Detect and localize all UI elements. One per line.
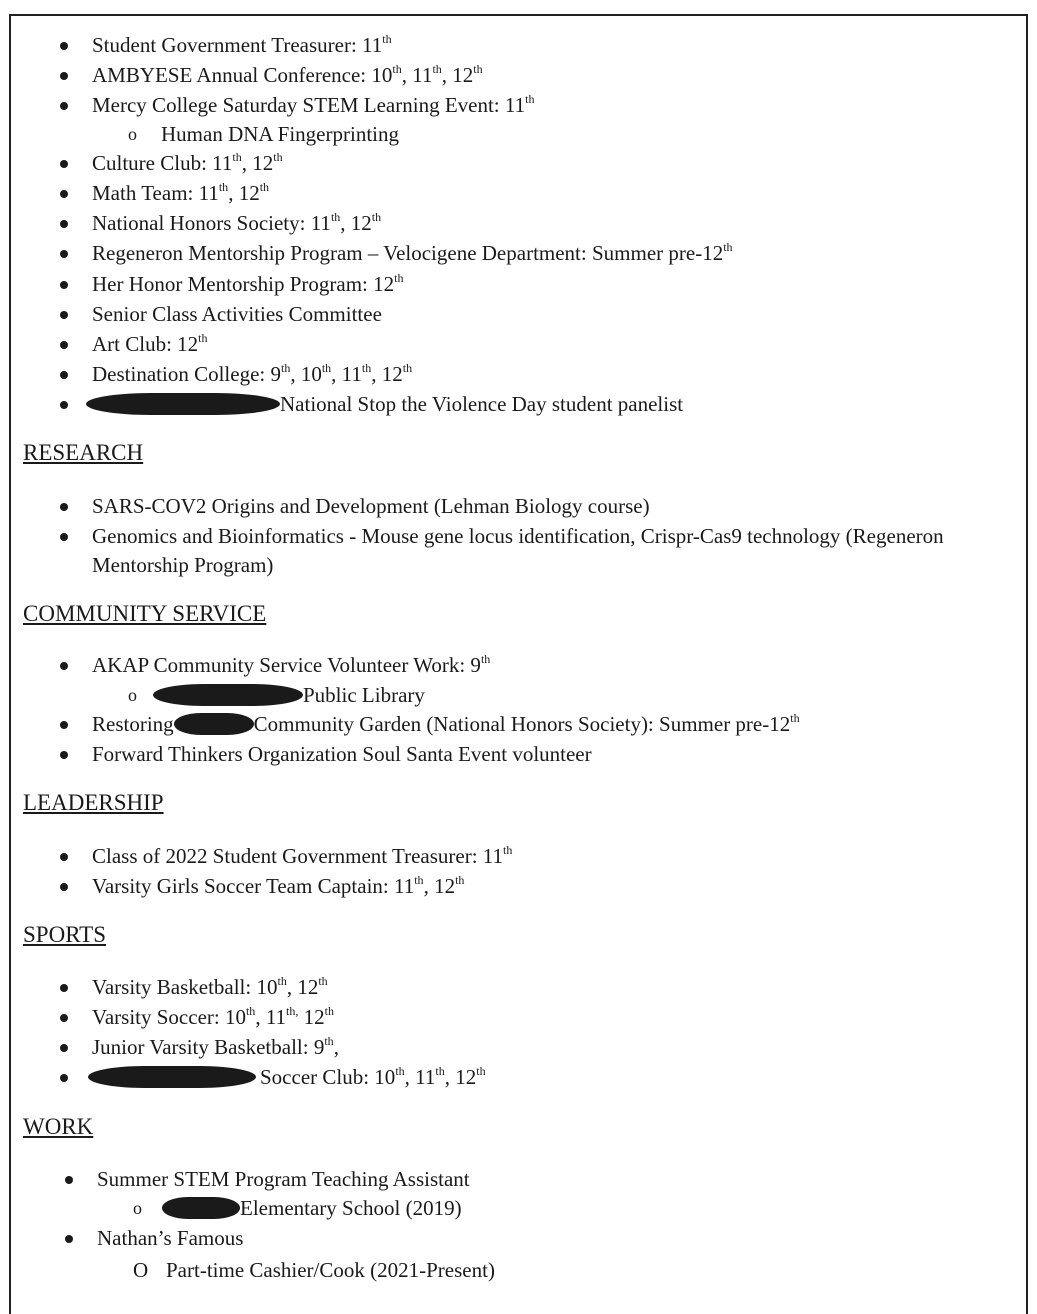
list-item: Varsity Girls Soccer Team Captain: 11th, 12th bbox=[92, 873, 465, 898]
list-item: Class of 2022 Student Government Treasurer: 11th bbox=[92, 843, 513, 868]
list-item: AKAP Community Service Volunteer Work: 9th bbox=[92, 652, 491, 677]
list-item: Senior Class Activities Committee bbox=[92, 302, 382, 326]
list-item: Part-time Cashier/Cook (2021-Present) bbox=[166, 1258, 495, 1282]
bullet bbox=[60, 984, 68, 992]
bullet bbox=[60, 401, 68, 409]
bullet bbox=[60, 311, 68, 319]
list-item: Art Club: 12th bbox=[92, 331, 208, 356]
list-item: Genomics and Bioinformatics - Mouse gene locus identification, Crispr-Cas9 technology (Regeneron bbox=[92, 524, 944, 548]
list-item: AMBYESE Annual Conference: 10th, 11th, 12th bbox=[92, 62, 483, 87]
list-item: Mercy College Saturday STEM Learning Event: 11th bbox=[92, 92, 535, 117]
sub-bullet: O bbox=[133, 1258, 149, 1282]
section-heading-sports: SPORTS bbox=[23, 922, 106, 947]
list-item: Soccer Club: 10th, 11th, 12th bbox=[88, 1064, 486, 1090]
bullet bbox=[60, 220, 68, 228]
section-heading-research: RESEARCH bbox=[23, 440, 144, 465]
redaction-mark bbox=[88, 1066, 256, 1088]
bullet bbox=[60, 281, 68, 289]
bullet bbox=[60, 42, 68, 50]
redaction-mark bbox=[174, 713, 254, 735]
bullet bbox=[60, 160, 68, 168]
list-item: Student Government Treasurer: 11th bbox=[92, 32, 392, 57]
redaction-mark bbox=[162, 1197, 240, 1219]
bullet bbox=[60, 190, 68, 198]
list-item: Forward Thinkers Organization Soul Santa Event volunteer bbox=[92, 742, 592, 766]
list-item: Varsity Soccer: 10th, $11^{th,}$ 12th bbox=[92, 1004, 334, 1029]
section-heading-work: WORK bbox=[23, 1114, 94, 1139]
bullet bbox=[60, 1014, 68, 1022]
list-item: National Stop the Violence Day student panelist bbox=[86, 391, 683, 417]
bullet bbox=[60, 371, 68, 379]
bullet bbox=[60, 72, 68, 80]
sub-bullet: o bbox=[128, 124, 137, 144]
redaction-mark bbox=[153, 684, 303, 706]
list-item: SARS-COV2 Origins and Development (Lehman Biology course) bbox=[92, 494, 650, 518]
list-item: Nathan’s Famous bbox=[97, 1226, 244, 1250]
sub-bullet: o bbox=[128, 685, 137, 705]
section-heading-community-service: COMMUNITY SERVICE bbox=[23, 601, 267, 626]
list-item: Varsity Basketball: 10th, 12th bbox=[92, 974, 328, 999]
bullet bbox=[60, 721, 68, 729]
list-item: Culture Club: 11th, 12th bbox=[92, 150, 283, 175]
sub-bullet: o bbox=[133, 1198, 142, 1218]
bullet bbox=[60, 662, 68, 670]
bullet bbox=[60, 883, 68, 891]
bullet bbox=[60, 853, 68, 861]
list-item-continuation: Mentorship Program) bbox=[92, 553, 274, 577]
bullet bbox=[60, 751, 68, 759]
bullet bbox=[60, 250, 68, 258]
list-item: Destination College: 9th, 10th, 11th, 12th bbox=[92, 361, 413, 386]
bullet bbox=[60, 503, 68, 511]
list-item: Regeneron Mentorship Program – Velocigene Department: Summer pre-12th bbox=[92, 240, 733, 265]
bullet bbox=[60, 1044, 68, 1052]
list-item: Her Honor Mentorship Program: 12th bbox=[92, 271, 404, 296]
list-item: Human DNA Fingerprinting bbox=[161, 122, 399, 146]
list-item: Summer STEM Program Teaching Assistant bbox=[97, 1167, 470, 1191]
bullet bbox=[60, 533, 68, 541]
bullet bbox=[60, 102, 68, 110]
list-item: Junior Varsity Basketball: 9th, bbox=[92, 1034, 339, 1059]
list-item: National Honors Society: 11th, 12th bbox=[92, 210, 382, 235]
list-item: Elementary School (2019) bbox=[162, 1195, 462, 1221]
list-item: Restoring Community Garden (National Honors Society): Summer pre-12th bbox=[92, 711, 800, 736]
bullet bbox=[65, 1176, 73, 1184]
section-heading-leadership: LEADERSHIP bbox=[23, 790, 164, 815]
bullet bbox=[65, 1235, 73, 1243]
bullet bbox=[60, 341, 68, 349]
bullet bbox=[60, 1074, 68, 1082]
list-item: Math Team: 11th, 12th bbox=[92, 180, 270, 205]
list-item: Public Library bbox=[153, 682, 425, 708]
redaction-mark bbox=[86, 393, 280, 415]
